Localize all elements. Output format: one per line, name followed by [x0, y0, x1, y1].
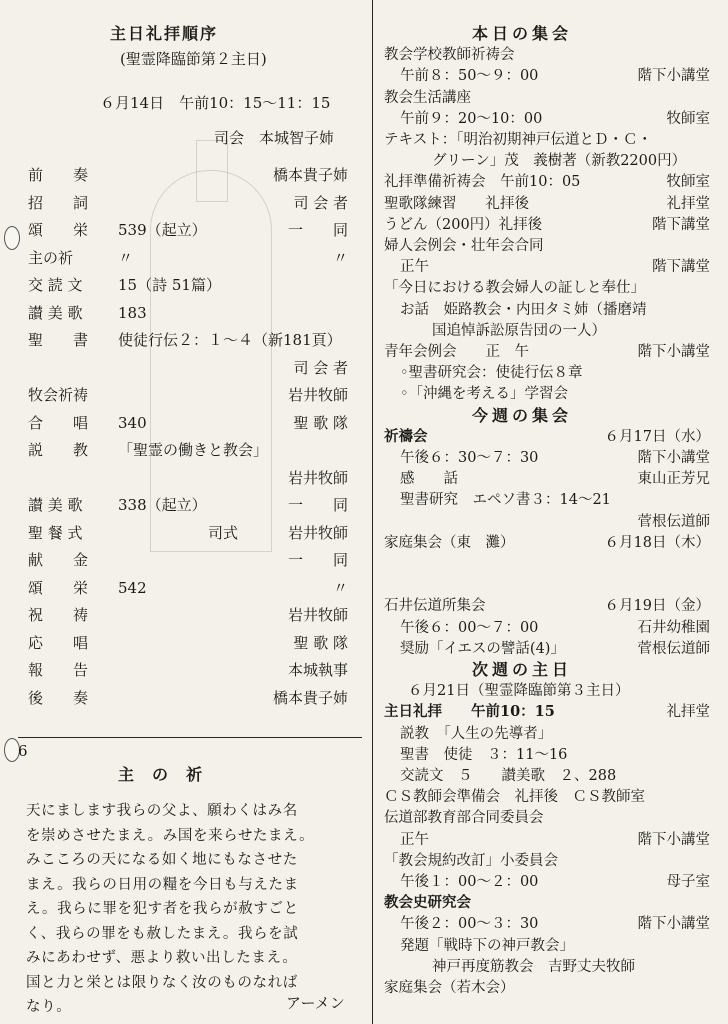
announcement-text: 感 話: [400, 471, 458, 488]
page-number: 6: [18, 742, 28, 760]
section-divider: [18, 737, 362, 738]
announcement-text: 家庭集会（若木会）: [384, 980, 515, 996]
order-item-person: 聖 歌 隊: [293, 413, 348, 432]
order-item-name: 讃 美 歌: [28, 496, 83, 514]
order-item-name: 聖 餐 式: [28, 523, 83, 542]
order-item-detail: 使徒行伝２：１〜４（新181頁）: [118, 331, 342, 349]
service-title: 主日礼拝順序: [110, 24, 219, 43]
order-item-detail: 183: [118, 303, 147, 322]
order-item-person: 聖 歌 隊: [293, 633, 348, 652]
order-item-person: 橋本貴子姉: [272, 688, 348, 707]
order-item-name: 交 読 文: [28, 276, 83, 294]
announcement-text: 聖書研究 エペソ書３：14〜21: [400, 492, 611, 509]
announcement-text: 婦人会例会・壮年会合同: [384, 238, 544, 254]
order-item-name: 讃 美 歌: [28, 303, 83, 322]
prayer-title: 主の祈: [118, 765, 221, 784]
announcement-detail: 階下講堂: [652, 216, 710, 233]
announcement-text: ◦「沖縄を考える」学習会: [400, 386, 569, 403]
announcement-detail: 階下小講堂: [637, 450, 710, 466]
prayer-line: みにあわせず、悪より救い出したまえ。: [26, 950, 298, 966]
announcement-detail: 牧師室: [666, 174, 710, 191]
announcement-detail: 階下講堂: [652, 259, 710, 276]
service-presider: 司会 本城智子姉: [214, 129, 335, 147]
announcement-text: 聖書 使徒 ３：11〜16: [400, 746, 568, 763]
order-item-detail: 15（詩 51篇）: [118, 276, 221, 294]
prayer-line: 国と力と栄とは限りなく汝のものなれば: [26, 974, 298, 991]
announcement-text: 午後６：00〜７：00: [400, 619, 539, 636]
order-item-name: 前 奏: [28, 166, 89, 184]
announcement-text: 教会学校教師祈祷会: [384, 47, 515, 64]
punch-hole: [4, 226, 20, 250]
announcement-detail: 石井幼稚園: [637, 619, 710, 636]
announcement-text: 教会生活講座: [384, 89, 471, 106]
order-item-person: 一 同: [287, 221, 348, 239]
prayer-line: まえ。我らの日用の糧を今日も与えたま: [26, 876, 299, 893]
order-item-person: 岩井牧師: [287, 523, 348, 542]
announcement-text: 「今日における教会婦人の証しと奉仕」: [384, 280, 645, 297]
order-item-detail: 338（起立）: [118, 496, 207, 514]
announcement-text: グリーン」茂 義樹著（新教2200円）: [432, 153, 687, 170]
announcement-detail: 階下小講堂: [637, 831, 710, 848]
announcement-text: 奨励「イエスの譬話(4)」: [400, 640, 565, 657]
announcement-text: お話 姫路教会・内田タミ姉（播磨靖: [400, 301, 647, 318]
announcement-detail: 母子室: [666, 874, 710, 890]
announcement-detail: ６月19日（金）: [604, 598, 710, 615]
order-item-person: 司 会 者: [293, 358, 348, 377]
announcement-text: 礼拝準備祈祷会 午前10：05: [384, 174, 581, 191]
order-item-person: 岩井牧師: [287, 468, 348, 487]
announcement-detail: 牧師室: [666, 110, 710, 127]
announcement-detail: 階下小講堂: [637, 916, 710, 933]
announcement-detail: 東山正芳兄: [637, 471, 710, 488]
announcement-text: ◦聖書研究会：使徒行伝８章: [400, 365, 583, 382]
announcement-detail: 菅根伝道師: [637, 640, 710, 657]
announcement-text: 家庭集会（東 灘）: [384, 534, 515, 551]
announcement-text: 午前９：20〜10：00: [400, 110, 543, 127]
order-item-name: 祝 祷: [28, 606, 89, 624]
service-subtitle: (聖霊降臨節第２主日): [120, 50, 267, 68]
announcement-text: 午後１：00〜２：00: [400, 874, 539, 890]
announcement-text: 主日礼拝 午前10：15: [384, 703, 555, 721]
announcement-detail: ６月17日（水）: [604, 428, 710, 445]
section-heading: 本日の集会: [472, 24, 573, 43]
order-item-person: 本城執事: [287, 661, 348, 679]
announcement-text: テキスト：「明治初期神戸伝道とＤ・Ｃ・: [384, 132, 652, 148]
order-item-name: 後 奏: [28, 688, 89, 707]
prayer-line: え。我らに罪を犯す者を我らが赦すごと: [26, 901, 299, 917]
prayer-line: を崇めさせたまえ。み国を来らせたまえ。: [26, 827, 315, 844]
section-heading: 次週の主日: [472, 660, 573, 679]
column-divider: [372, 0, 373, 1024]
announcement-text: ６月21日（聖霊降臨節第３主日）: [408, 683, 630, 700]
announcement-detail: 礼拝堂: [666, 195, 710, 212]
announcement-text: 発題「戦時下の神戸教会」: [400, 937, 574, 954]
order-item-person: 岩井牧師: [287, 606, 348, 624]
order-item-detail: 司式: [208, 523, 239, 542]
order-item-person: 橋本貴子姉: [272, 166, 348, 184]
announcement-text: 午後６：30〜７：30: [400, 450, 539, 466]
order-item-name: 牧会祈祷: [28, 386, 89, 404]
announcement-detail: 礼拝堂: [666, 704, 710, 721]
order-item-name: 招 詞: [28, 193, 89, 212]
announcement-text: 午前８：50〜９：00: [400, 68, 539, 85]
announcement-text: 聖歌隊練習 礼拝後: [384, 195, 529, 212]
prayer-line: なり。: [26, 999, 72, 1015]
announcement-detail: 階下小講堂: [637, 344, 710, 360]
announcement-text: 正午: [400, 259, 429, 276]
order-item-person: 岩井牧師: [287, 386, 348, 404]
order-item-name: 説 教: [28, 441, 89, 459]
announcement-text: うどん（200円）礼拝後: [384, 216, 543, 233]
order-item-name: 頌 栄: [28, 578, 89, 597]
announcement-text: 国追悼訴訟原告団の一人）: [432, 322, 606, 339]
order-item-name: 頌 栄: [28, 221, 89, 239]
order-item-detail: 539（起立）: [118, 221, 207, 239]
order-item-person: 〃: [332, 248, 348, 267]
order-item-person: 司 会 者: [293, 193, 348, 212]
announcement-detail: 階下小講堂: [637, 68, 710, 85]
prayer-line: みこころの天になる如く地にもなさせた: [26, 852, 298, 868]
announcement-text: 説教 「人生の先導者」: [400, 725, 553, 742]
order-item-name: 応 唱: [28, 633, 89, 652]
announcement-text: 交読文 ５ 讃美歌 ２、288: [400, 768, 617, 784]
order-item-detail: 〃: [118, 248, 134, 267]
order-item-detail: 340: [118, 413, 147, 432]
order-item-person: 〃: [332, 578, 348, 597]
announcement-text: 石井伝道所集会: [384, 598, 486, 615]
order-item-person: 一 同: [287, 551, 348, 569]
order-item-detail: 542: [118, 578, 147, 597]
announcement-text: 「教会規約改訂」小委員会: [384, 852, 558, 869]
announcement-text: 伝道部教育部合同委員会: [384, 810, 544, 827]
order-item-name: 合 唱: [28, 413, 89, 432]
announcement-detail: 菅根伝道師: [637, 513, 710, 530]
order-item-person: 一 同: [287, 496, 348, 514]
order-item-name: 報 告: [28, 661, 89, 679]
order-item-detail: 「聖霊の働きと教会」: [118, 441, 269, 459]
service-date: ６月14日 午前10：15〜11：15: [100, 94, 331, 112]
announcement-text: 青年会例会 正 午: [384, 344, 529, 360]
prayer-line: く、我らの罪をも赦したまえ。我らを試: [26, 925, 299, 942]
order-item-name: 主の祈: [28, 248, 74, 267]
order-item-name: 献 金: [28, 551, 89, 569]
amen: アーメン: [286, 994, 345, 1012]
order-item-name: 聖 書: [28, 331, 89, 349]
announcement-text: 神戸再度筋教会 吉野丈夫牧師: [432, 958, 635, 975]
announcement-text: 午後２：00〜３：30: [400, 916, 539, 933]
announcement-text: ＣＳ教師会準備会 礼拝後 ＣＳ教師室: [384, 789, 645, 806]
announcement-text: 教会史研究会: [384, 894, 471, 912]
section-heading: 今週の集会: [472, 405, 573, 425]
announcement-text: 正午: [400, 831, 429, 848]
announcement-text: 祈禱会: [384, 427, 428, 445]
announcement-detail: ６月18日（木）: [604, 534, 710, 551]
prayer-line: 天にまします我らの父よ、願わくはみ名: [26, 803, 298, 819]
